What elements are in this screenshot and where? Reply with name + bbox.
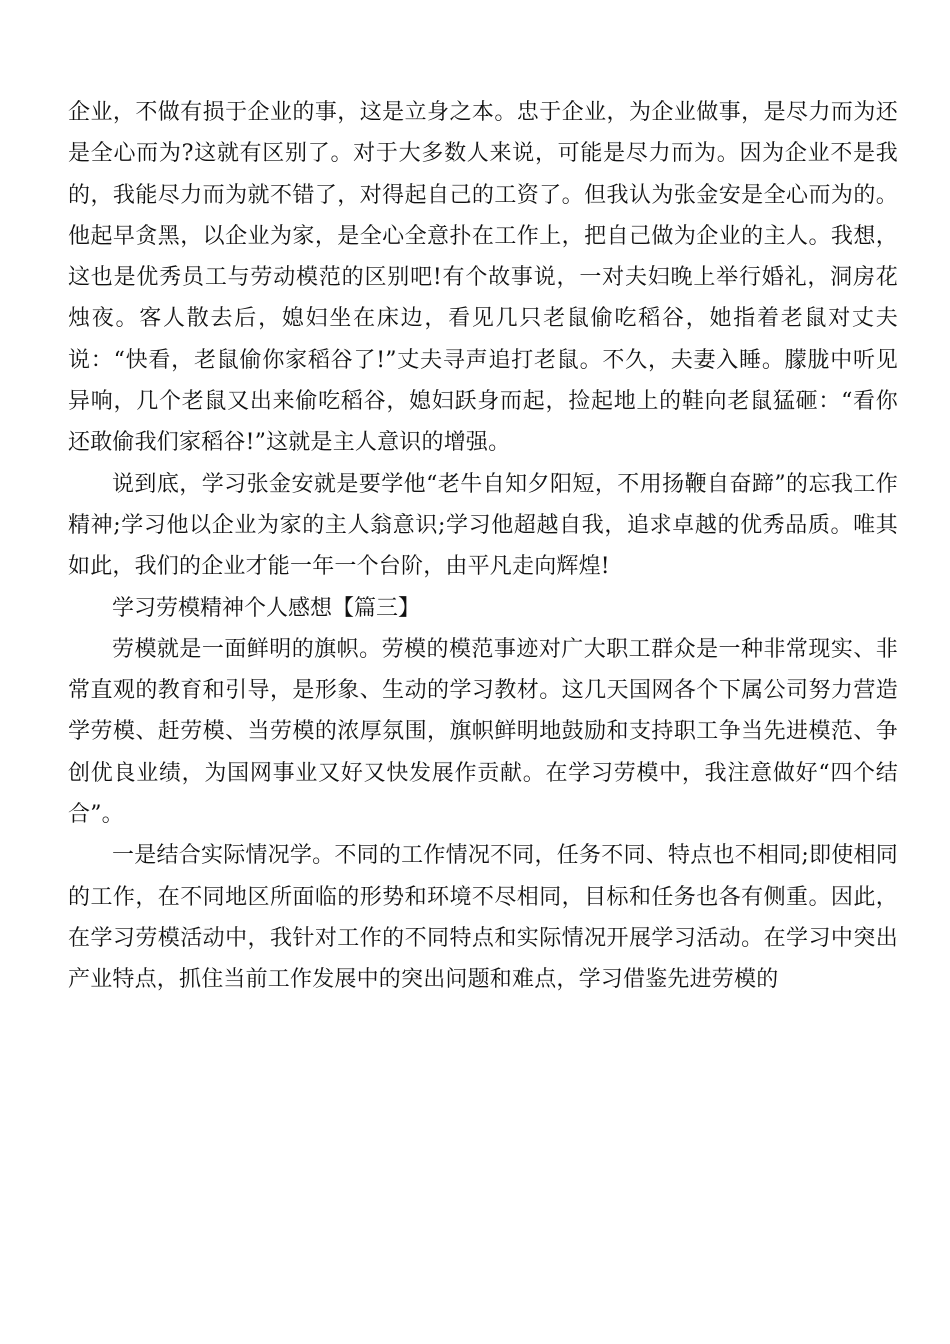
section-heading: 学习劳模精神个人感想【篇三】 (112, 595, 421, 621)
paragraph-intro: 劳模就是一面鲜明的旗帜。劳模的模范事迹对广大职工群众是一种非常现实、非常直观的教育和引导，是形象、生动的学习教材。这几天国网各个下属公司努力营造学劳模、赶劳模、当劳模的浓厚氛围，旗帜鲜明地鼓励和支持职工争当先进模范、争创优良业绩，为国网事业又好又快发展作贡献。在学习劳模中，我注意做好“四个结合”。 (68, 636, 898, 828)
paragraph-summary: 说到底，学习张金安就是要学他“老牛自知夕阳短，不用扬鞭自奋蹄”的忘我工作精神;学习他以企业为家的主人翁意识;学习他超越自我，追求卓越的优秀品质。唯其如此，我们的企业才能一年一个台阶，由平凡走向辉煌! (68, 471, 898, 580)
paragraph-point-one: 一是结合实际情况学。不同的工作情况不同，任务不同、特点也不相同;即使相同的工作，在不同地区所面临的形势和环境不尽相同，目标和任务也各有侧重。因此，在学习劳模活动中，我针对工作的不同特点和实际情况开展学习活动。在学习中突出产业特点，抓住当前工作发展中的突出问题和难点，学习借鉴先进劳模的 (68, 843, 898, 993)
paragraph-continued: 企业，不做有损于企业的事，这是立身之本。忠于企业，为企业做事，是尽力而为还是全心而为?这就有区别了。对于大多数人来说，可能是尽力而为。因为企业不是我的，我能尽力而为就不错了，对得起自己的工资了。但我认为张金安是全心而为的。他起早贪黑，以企业为家，是全心全意扑在工作上，把自己做为企业的主人。我想，这也是优秀员工与劳动模范的区别吧!有个故事说，一对夫妇晚上举行婚礼，洞房花烛夜。客人散去后，媳妇坐在床边，看见几只老鼠偷吃稻谷，她指着老鼠对丈夫说：“快看，老鼠偷你家稻谷了!”丈夫寻声追打老鼠。不久，夫妻入睡。朦胧中听见异响，几个老鼠又出来偷吃稻谷，媳妇跃身而起，捡起地上的鞋向老鼠猛砸：“看你还敢偷我们家稻谷!”这就是主人意识的增强。 (68, 100, 898, 456)
document-body (68, 92, 898, 1001)
